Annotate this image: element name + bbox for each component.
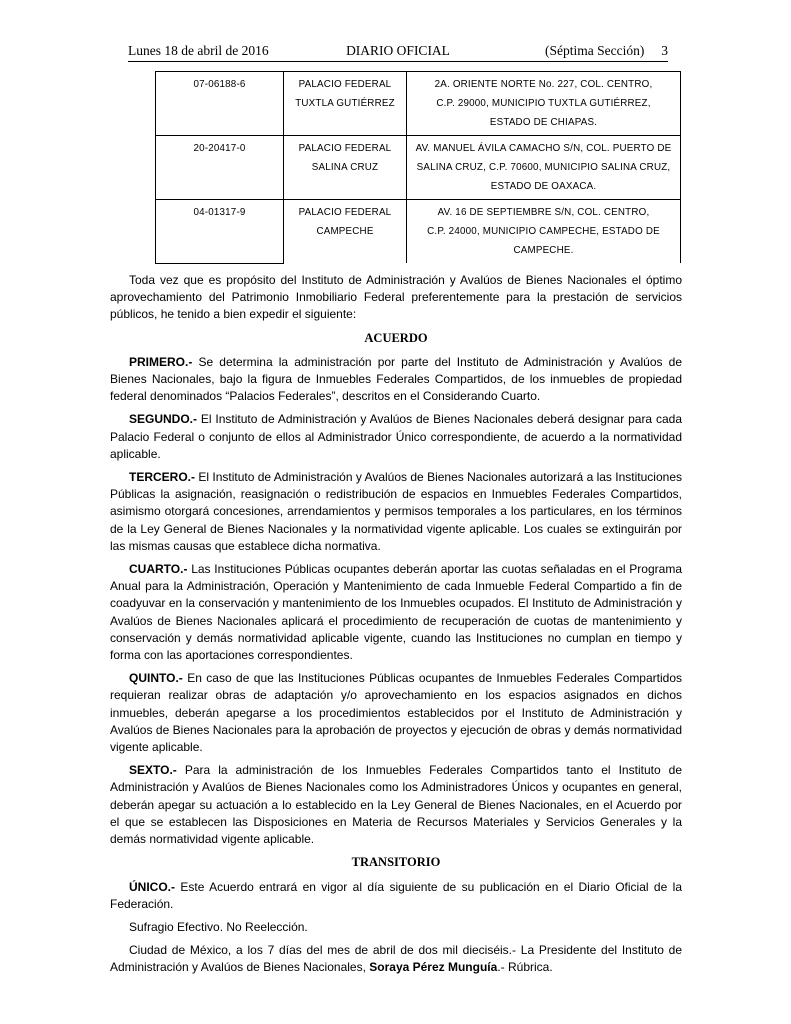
property-name-line: SALINA CRUZ: [311, 162, 379, 173]
segundo-paragraph: [110, 411, 682, 463]
header-publication: DIARIO OFICIAL: [346, 43, 450, 58]
property-address: [407, 200, 681, 264]
article-label: TERCERO.-: [129, 470, 195, 485]
article-text: El Instituto de Administración y Avalúos de Bienes Nacionales deberá designar para cada Palacio Federal o conjunto de ellos al Administrador Único correspondiente, de acuerdo a la normatividad aplicable.: [110, 412, 682, 461]
property-name-line: CAMPECHE: [316, 226, 374, 237]
cuarto-paragraph: [110, 561, 682, 664]
article-text: Este Acuerdo entrará en vigor al día siguiente de su publicación en el Diario Oficial de la Federación.: [110, 879, 682, 911]
address-line: SALINA CRUZ, C.P. 70600, MUNICIPIO SALINA CRUZ,: [416, 162, 671, 173]
property-name-line: TUXTLA GUTIÉRREZ: [295, 98, 395, 109]
address-line: C.P. 24000, MUNICIPIO CAMPECHE, ESTADO DE: [427, 226, 660, 237]
property-name-line: PALACIO FEDERAL: [298, 79, 392, 90]
property-name-line: PALACIO FEDERAL: [298, 143, 392, 154]
property-name: [284, 136, 407, 200]
header-date: Lunes 18 de abril de 2016: [128, 43, 269, 58]
transitorio-heading: TRANSITORIO: [351, 855, 441, 870]
registry-code: 20-20417-0: [156, 136, 284, 200]
address-line: ESTADO DE CHIAPAS.: [489, 117, 598, 128]
table-row: [156, 72, 681, 136]
address-line: CAMPECHE.: [513, 245, 574, 256]
address-line: 2A. ORIENTE NORTE No. 227, COL. CENTRO,: [434, 79, 653, 90]
property-name: [284, 72, 407, 136]
article-label: SEGUNDO.-: [129, 412, 198, 427]
table-row: [156, 200, 681, 264]
address-line: C.P. 29000, MUNICIPIO TUXTLA GUTIÉRREZ,: [436, 98, 651, 109]
tercero-paragraph: [110, 469, 682, 555]
table-row: [156, 136, 681, 200]
address-line: AV. MANUEL ÁVILA CAMACHO S/N, COL. PUERTO DE: [415, 143, 672, 154]
property-address: [407, 72, 681, 136]
acuerdo-heading: ACUERDO: [364, 330, 428, 345]
registry-code: 04-01317-9: [156, 200, 284, 264]
signature-paragraph: [110, 942, 682, 976]
document-body: [110, 272, 682, 983]
intro-paragraph: Toda vez que es propósito del Instituto de Administración y Avalúos de Bienes Nacionales el óptimo aprovechamiento del Patrimonio Inmobiliario Federal preferentemente para la prestación de servicios públicos, he tenido a bien expedir el siguiente:: [110, 273, 682, 322]
sufragio-line: Sufragio Efectivo. No Reelección.: [129, 919, 308, 934]
article-label: ÚNICO.-: [129, 879, 175, 894]
primero-paragraph: [110, 354, 682, 406]
page-header: [128, 43, 668, 62]
article-text: En caso de que las Instituciones Públicas ocupantes de Inmuebles Federales Compartidos requieran realizar obras de adaptación y/o aprovechamiento en los espacios asignados en dichos inmuebles, deberán apegarse a los procedimientos establecidos por el Instituto de Administración y Avalúos de Bienes Nacionales para la aprobación de proyectos y ejecución de obras y demás normatividad vigente aplicable.: [110, 671, 682, 755]
property-name-line: PALACIO FEDERAL: [298, 207, 392, 218]
article-label: QUINTO.-: [129, 671, 183, 686]
signature-end: .- Rúbrica.: [497, 960, 553, 975]
property-name: [284, 200, 407, 264]
sexto-paragraph: [110, 762, 682, 848]
quinto-paragraph: [110, 670, 682, 756]
header-section-page: (Séptima Sección) 3: [545, 43, 668, 58]
signatory-name: Soraya Pérez Munguía: [369, 960, 498, 975]
address-line: ESTADO DE OAXACA.: [490, 181, 597, 192]
property-address: [407, 136, 681, 200]
registry-code: 07-06188-6: [156, 72, 284, 136]
article-label: CUARTO.-: [129, 562, 188, 577]
article-label: PRIMERO.-: [129, 354, 193, 369]
signature-text: Ciudad de México, a los 7 días del mes de abril de dos mil dieciséis.- La Presidente del Instituto de Administración y Avalúos de Bienes Nacionales,: [110, 943, 682, 975]
unico-paragraph: [110, 879, 682, 913]
address-line: AV. 16 DE SEPTIEMBRE S/N, COL. CENTRO,: [437, 207, 650, 218]
article-text: El Instituto de Administración y Avalúos de Bienes Nacionales autorizará a las Instituciones Públicas la asignación, reasignación o redistribución de espacios en Inmuebles Federales Compartidos, asimismo otorgará concesiones, arrendamientos y permisos temporales a los particulares, en los términos de la Ley General de Bienes Nacionales y la normatividad vigente aplicable. Los cuales se extinguirán por las mismas causas que establece dicha normativa.: [110, 470, 682, 553]
article-text: Se determina la administración por parte del Instituto de Administración y Avalúos de Bienes Nacionales, bajo la figura de Inmuebles Federales Compartidos, de los inmuebles de propiedad federal denominados “Palacios Federales”, descritos en el Considerando Cuarto.: [110, 354, 682, 404]
palacios-table: [155, 71, 681, 264]
article-text: Las Instituciones Públicas ocupantes deberán aportar las cuotas señaladas en el Programa Anual para la Administración, Operación y Mantenimiento de cada Inmueble Federal Compartido a fin de coadyuvar en la conservación y mantenimiento de los Inmuebles ocupados. El Instituto de Administración y Avalúos de Bienes Nacionales aplicará el procedimiento de recuperación de cuotas de mantenimiento y conservación y demás normatividad aplicable vigente, cuando las Instituciones no cumplan en tiempo y forma con las aportaciones correspondientes.: [110, 562, 682, 663]
article-text: Para la administración de los Inmuebles Federales Compartidos tanto el Instituto de Administración y Avalúos de Bienes Nacionales como los Administradores Únicos y ocupantes en general, deberán apegar su actuación a lo establecido en la Ley General de Bienes Nacionales, en el Acuerdo por el que se establecen las Disposiciones en Materia de Recursos Materiales y Servicios Generales y la demás normatividad vigente aplicable.: [110, 763, 682, 847]
article-label: SEXTO.-: [129, 763, 177, 778]
